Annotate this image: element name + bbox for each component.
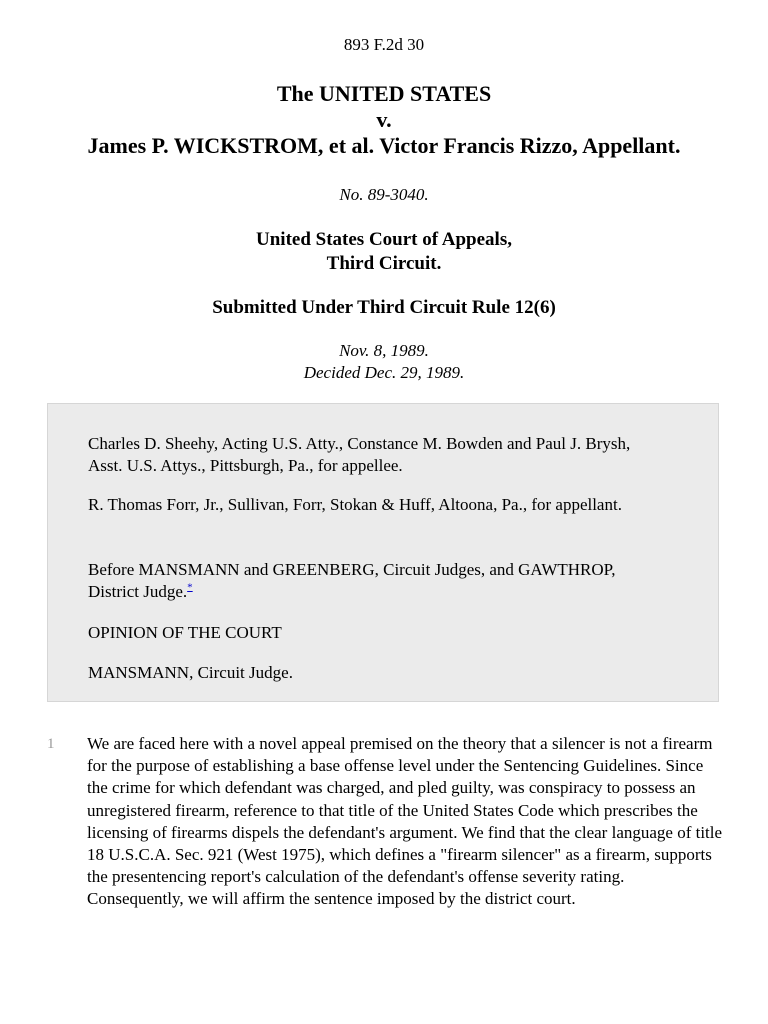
case-caption [0,81,768,159]
appellee-counsel: Charles D. Sheehy, Acting U.S. Atty., Constance M. Bowden and Paul J. Brysh, Asst. U.S. Attys., Pittsburgh, Pa., for appellee. [88,434,631,475]
submitted-date: Nov. 8, 1989. [339,341,429,360]
caption-plaintiff: The UNITED STATES [276,81,492,106]
appellant-counsel: R. Thomas Forr, Jr., Sullivan, Forr, Stokan & Huff, Altoona, Pa., for appellant. [88,495,622,514]
case-dates [0,340,768,384]
paragraph-number: 1 [47,736,55,752]
court-name [0,228,768,276]
panel-judges [88,559,668,603]
opinion-paragraph: We are faced here with a novel appeal premised on the theory that a silencer is not a firearm for the purpose of establishing a base offense level under the Sentencing Guidelines. Since the crime for which defendant was charged, and pled guilty, was conspiracy to possess an unregistered firearm, reference to that title of the United States Code which prescribes the licensing of firearms dispels the defendant's argument. We find that the clear language of title 18 U.S.C.A. Sec. 921 (West 1975), which defines a "firearm silencer" as a firearm, supports the presentencing report's calculation of the defendant's offense severity rating. Consequently, we will affirm the sentence imposed by the district court. [87,734,723,909]
docket-number: No. 89-3040. [339,185,429,204]
counsel-box [47,403,719,702]
opinion-author: MANSMANN, Circuit Judge. [88,663,293,682]
decided-date: Decided Dec. 29, 1989. [303,363,465,382]
footnote-link[interactable]: * [187,581,193,594]
panel-judges-text: Before MANSMANN and GREENBERG, Circuit Judges, and GAWTHROP, District Judge. [88,560,616,601]
court-name-line1: United States Court of Appeals, [256,229,512,250]
caption-defendant: James P. WICKSTROM, et al. Victor Francis Rizzo, Appellant. [87,133,681,158]
case-citation: 893 F.2d 30 [343,35,425,54]
court-name-line2: Third Circuit. [326,253,442,274]
caption-versus: v. [376,107,392,132]
opinion-heading: OPINION OF THE COURT [88,623,282,642]
submission-note: Submitted Under Third Circuit Rule 12(6) [212,297,556,318]
